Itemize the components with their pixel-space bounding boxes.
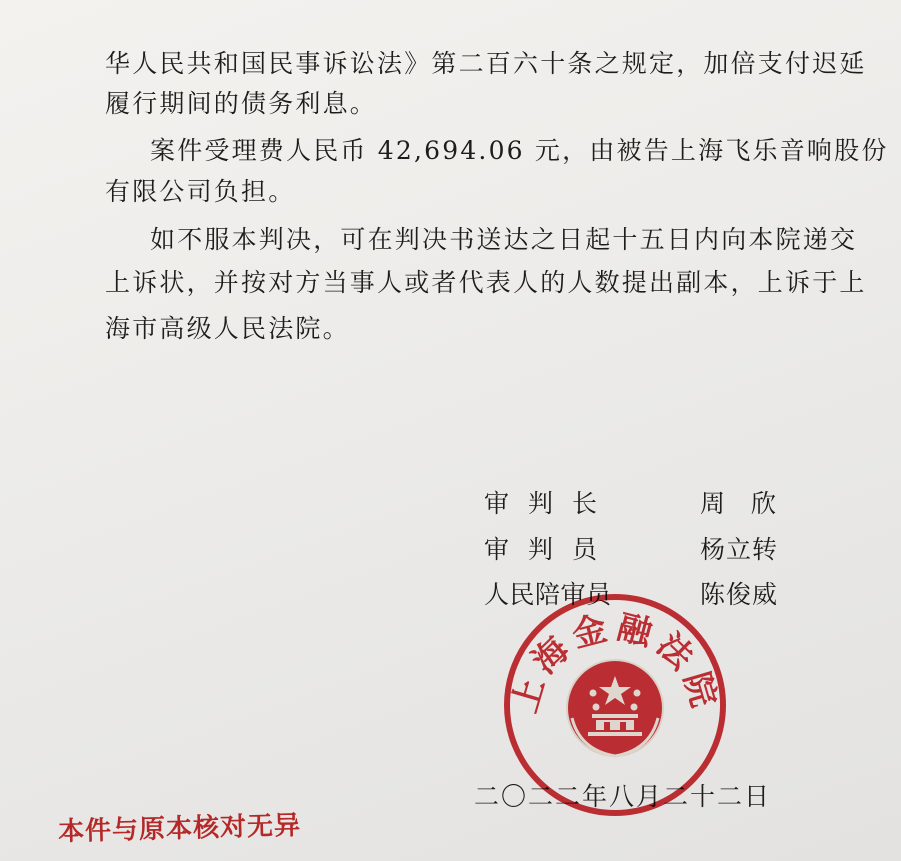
body-line: 履行期间的债务利息。: [105, 89, 378, 118]
seal-text: 上海金融法院: [504, 607, 726, 718]
judge-title: 审判员: [484, 535, 617, 564]
presiding-judge-title: 审判长: [484, 489, 617, 518]
people-assessor-title: 人民陪审员: [484, 580, 612, 609]
body-line: 华人民共和国民事诉讼法》第二百六十条之规定，加倍支付迟延: [105, 49, 867, 78]
body-line: 案件受理费人民币 42,694.06 元，由被告上海飞乐音响股份: [150, 136, 889, 165]
judge-name: 杨立转: [700, 535, 779, 564]
court-seal-icon: [500, 590, 730, 820]
people-assessor-name: 陈俊威: [700, 580, 779, 609]
body-line: 上诉状，并按对方当事人或者代表人的人数提出副本，上诉于上: [105, 268, 867, 297]
body-line: 海市高级人民法院。: [105, 314, 350, 343]
body-line: 有限公司负担。: [105, 177, 296, 206]
certification-stamp: 本件与原本核对无异: [57, 810, 302, 848]
presiding-judge-name: 周欣: [700, 489, 803, 518]
judgment-date: 二〇二二年八月二十二日: [474, 782, 772, 811]
body-line: 如不服本判决，可在判决书送达之日起十五日内向本院递交: [150, 225, 858, 254]
